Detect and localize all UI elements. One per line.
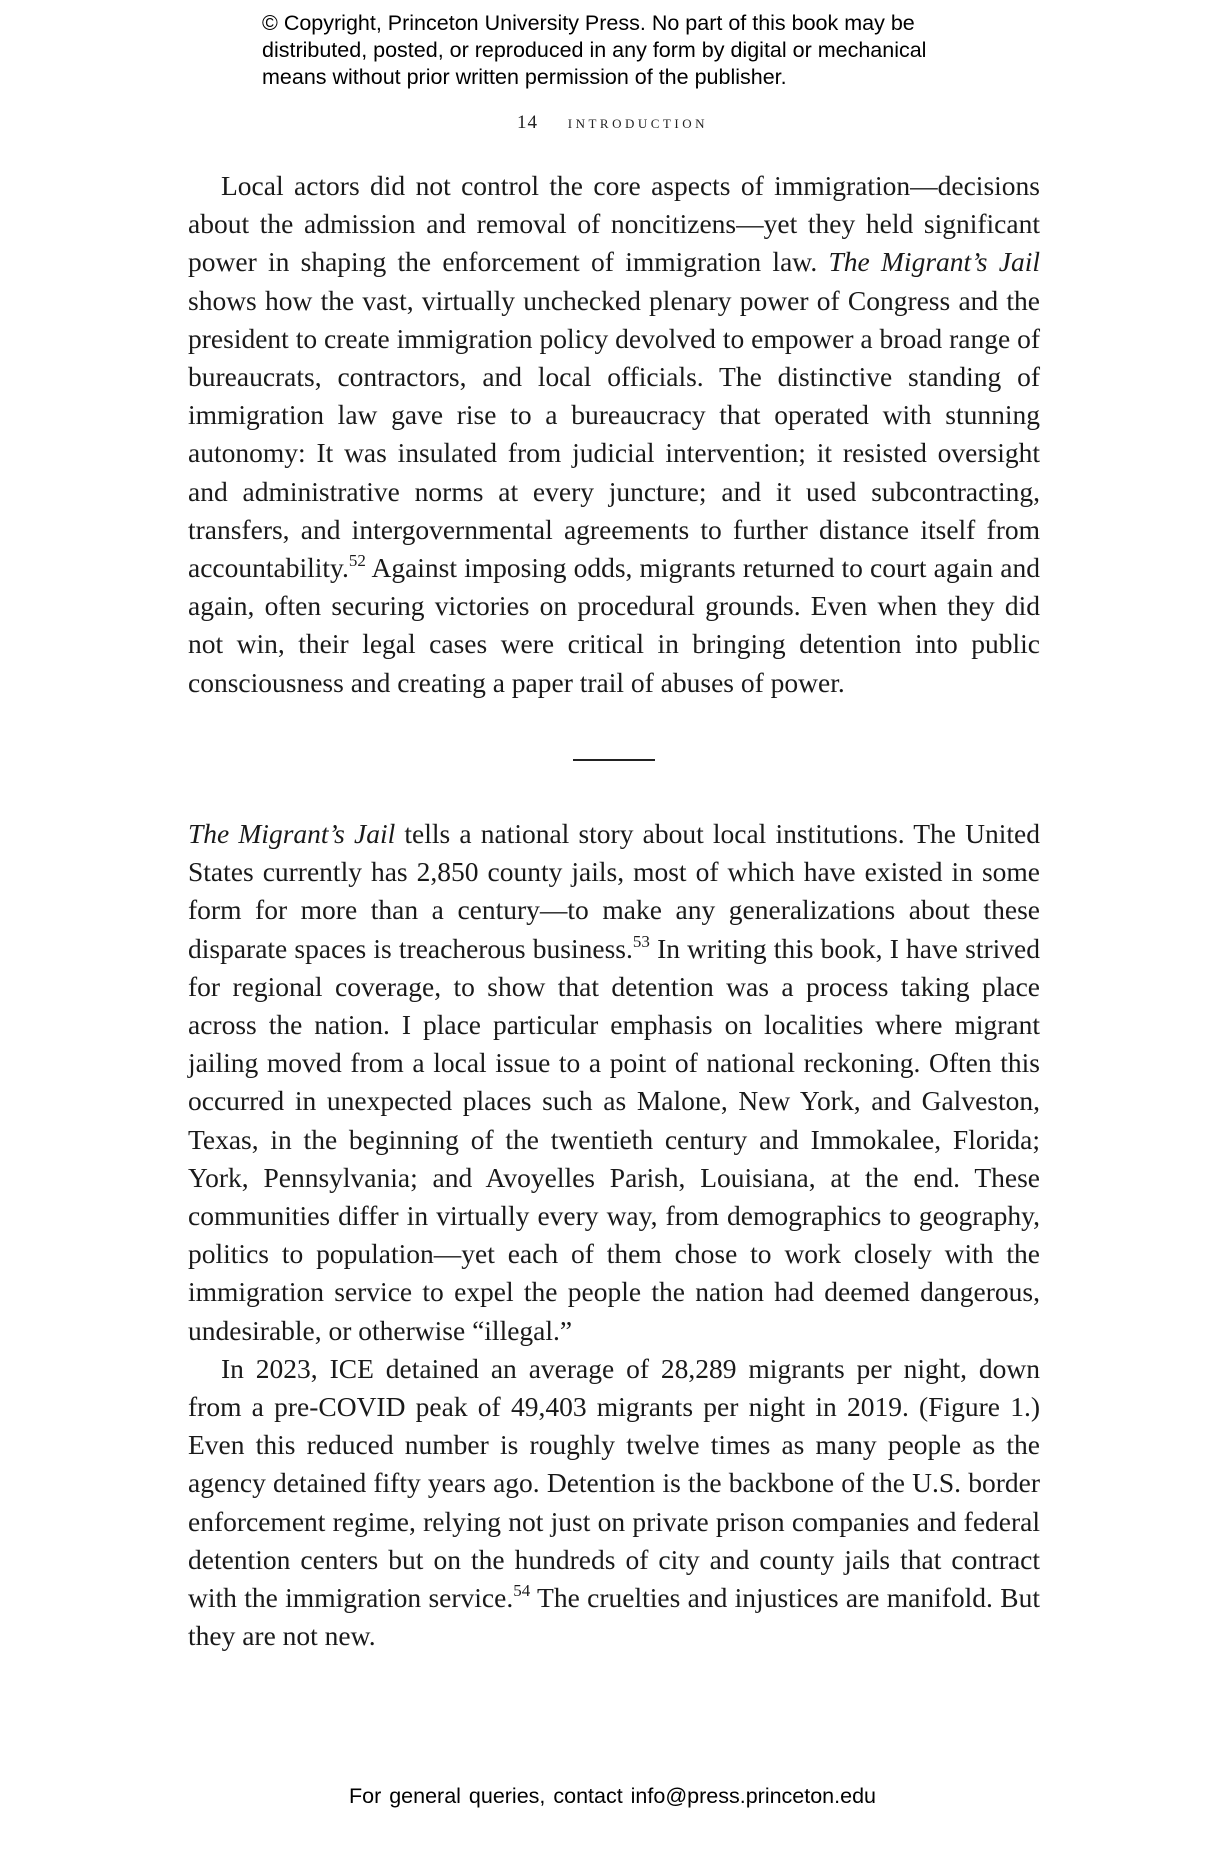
paragraph [188,1350,1040,1656]
paragraph-text: In writing this book, I have strived for regional coverage, to show that detention was a process taking place across the nation. I place particular emphasis on localities where migrant jailing moved from a local issue to a point of national reckoning. Often this occurred in unexpected places such as Malone, New York, and Galveston, Texas, in the beginning of the twentieth century and Immokalee, Florida; York, Pennsylvania; and Avoyelles Parish, Louisiana, at the end. These communities differ in virtually every way, from demographics to geography, politics to population—yet each of them chose to work closely with the immigration service to expel the people the nation had deemed dangerous, undesirable, or otherwise “illegal.” [188,932,1040,1346]
footnote-reference[interactable]: 54 [513,1581,531,1601]
paragraph [188,815,1040,1350]
running-head [0,112,1225,134]
paragraph-text: In 2023, ICE detained an average of 28,289 migrants per night, down from a pre-COVID peak of 49,403 migrants per night in 2019. (Figure 1.) Even this reduced number is roughly twelve times as many people as the agency detained fifty years ago. Detention is the backbone of the U.S. border enforcement regime, relying not just on private prison companies and federal detention centers but on the hundreds of city and county jails that contract with the immigration service. [188,1352,1040,1614]
paragraph-text: Against imposing odds, migrants returned to court again and again, often securing victories on procedural grounds. Even when they did not win, their legal cases were critical in bringing detention into public consciousness and creating a paper trail of abuses of power. [188,552,1040,698]
book-title-italic: The Migrant’s Jail [188,818,396,849]
paragraph-text: The cruelties and injustices are manifold. But they are not new. [188,1582,1041,1652]
footer-contact: For general queries, contact info@press.princeton.edu [348,1784,876,1808]
footnote-reference[interactable]: 53 [632,931,650,951]
paragraph-text: tells a national story about local institutions. The United States currently has 2,850 county jails, most of which have existed in some form for more than a century—to make any generalizations about these disparate spaces is treacherous business. [188,818,1040,964]
book-title-italic: The Migrant’s Jail [828,246,1040,278]
body-section-2 [188,815,1040,1655]
paragraph-text: Local actors did not control the core aspects of immigration—decisions about the admission and removal of noncitizens—yet they held significant power in shaping the enforcement of immigration law. [188,170,1040,278]
body-section-1 [188,167,1040,702]
section-break-rule [573,759,655,761]
paragraph-text: shows how the vast, virtually unchecked plenary power of Congress and the president to create immigration policy devolved to empower a broad range of bureaucrats, contractors, and local officials. The distinctive standing of immigration law gave rise to a bureaucracy that operated with stunning autonomy: It was insulated from judicial intervention; it resisted oversight and administrative norms at every juncture; and it used subcontracting, transfers, and intergovernmental agreements to further distance itself from accountability. [188,284,1040,584]
chapter-title: introduction [567,112,708,133]
footnote-reference[interactable]: 52 [348,550,366,570]
copyright-notice: © Copyright, Princeton University Press. No part of this book may be distributed, posted, or reproduced in any form by digital or mechanical means without prior written permission of the publisher. [262,11,927,89]
paragraph [188,167,1040,702]
page-number: 14 [517,112,539,133]
